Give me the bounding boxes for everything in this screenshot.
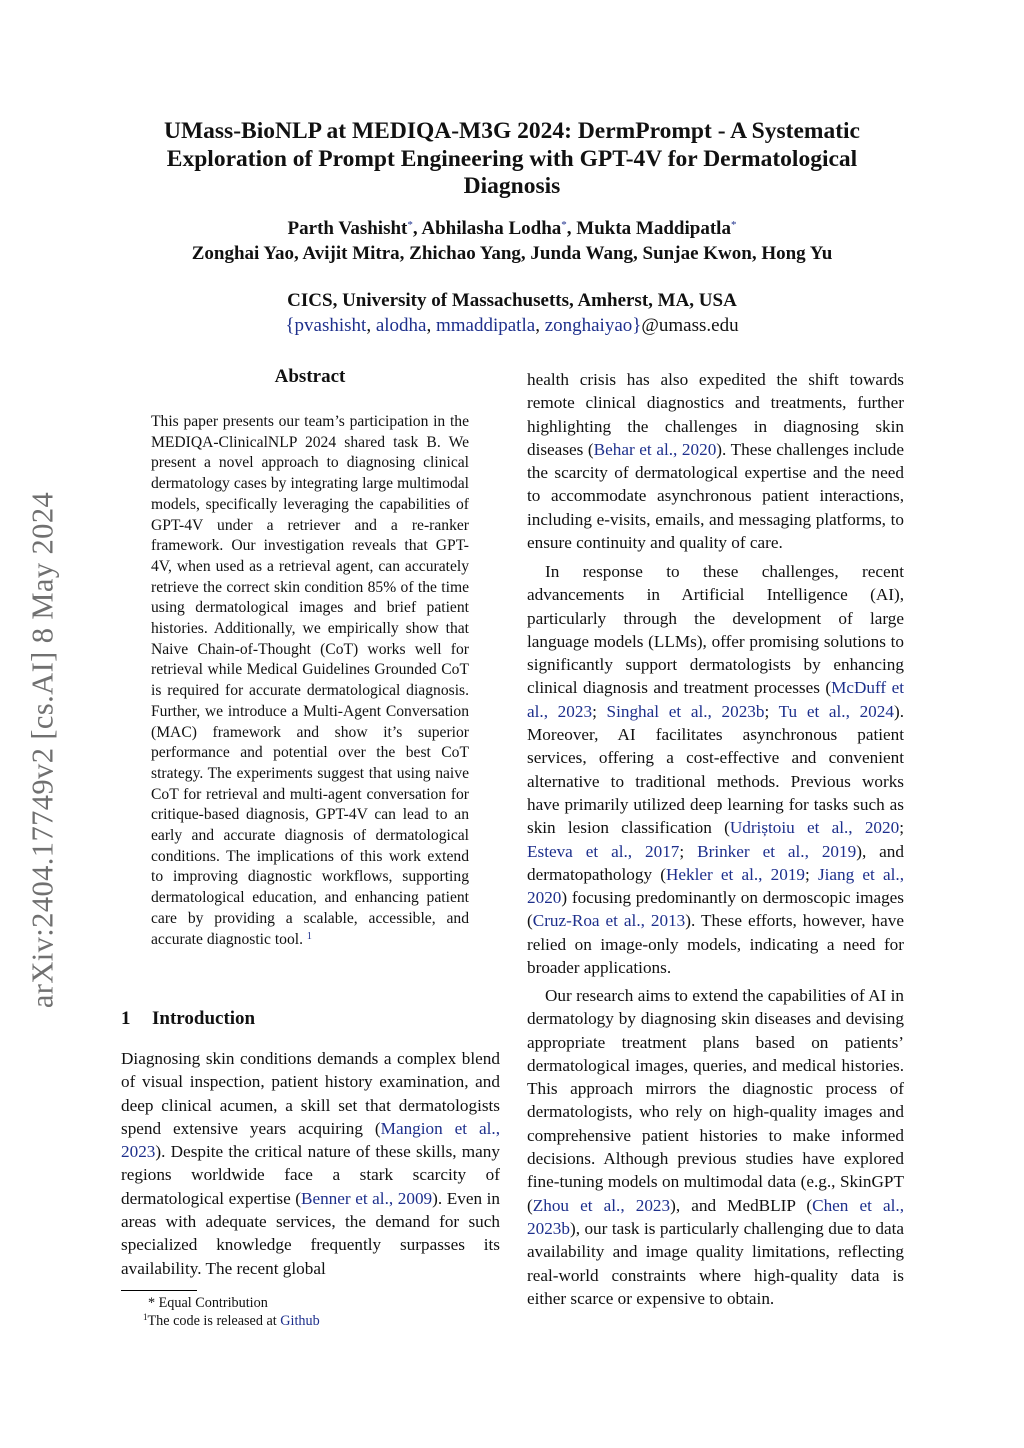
email-user-link[interactable]: zonghaiyao — [544, 315, 633, 336]
institution: CICS, University of Massachusetts, Amherst, MA, USA — [287, 290, 737, 311]
email-domain: @umass.edu — [641, 315, 739, 336]
abstract-heading: Abstract — [274, 366, 346, 387]
body-text: Our research aims to extend the capabilities of AI in dermatology by diagnosing skin diseases and devising appropriate treatment plans based on patients’ dermatological images, queries, and medical histories. This approach mirrors the diagnostic process of dermatologists, who rely on high-quality images and comprehensive patient histories to make informed decisions. Although previous studies have explored fine-tuning models on multimodal data (e.g., SkinGPT ( — [527, 986, 904, 1215]
citation-link[interactable]: Mangion et al., 2023 — [121, 1118, 500, 1162]
citation-link[interactable]: Cruz-Roa et al., 2013 — [532, 911, 686, 931]
abstract-text — [151, 412, 469, 950]
paper-title: UMass-BioNLP at MEDIQA-M3G 2024: DermPrompt - A Systematic Exploration of Prompt Engineering with GPT-4V for Dermatological Diagnosis — [164, 118, 860, 199]
body-text: ) focusing predominantly on dermoscopic images ( — [527, 888, 904, 931]
intro-paragraph-2 — [527, 560, 904, 979]
footnote-text: The code is released at — [147, 1313, 281, 1329]
section-number: 1 — [121, 1008, 131, 1029]
citation-separator: ; — [805, 864, 818, 884]
citation-link[interactable]: Benner et al., 2009 — [301, 1188, 433, 1208]
citation-separator: ; — [679, 841, 698, 861]
citation-link[interactable]: Singhal et al., 2023b — [606, 701, 765, 721]
body-text: ). These challenges include the scarcity of dermatological expertise and the need to accommodate asynchronous patient interactions, including e-visits, emails, and messaging platforms, to ensure continuity and quality of care. — [527, 439, 904, 553]
email-line: {pvashisht, alodha, mmaddipatla, zonghaiyao}@umass.edu — [285, 315, 739, 336]
arxiv-identifier — [18, 460, 68, 1040]
email-brace-close: } — [632, 315, 642, 336]
body-text: ). These efforts, however, have relied on image-only models, indicating a need for broader applications. — [527, 911, 904, 978]
arxiv-id-text: arXiv:2404.17749v2 [cs.AI] 8 May 2024 — [25, 491, 60, 1009]
author-line-1: Parth Vashisht*, Abhilasha Lodha*, Mukta Maddipatla* — [287, 218, 737, 239]
body-text: In response to these challenges, recent advancements in Artificial Intelligence (AI), particularly through the development of large language models (LLMs), offer promising solutions to significantly support dermatologists by enhancing clinical diagnosis and treatment processes ( — [527, 562, 904, 698]
footnote-ref[interactable]: 1 — [306, 930, 312, 942]
intro-paragraph-3 — [527, 984, 904, 1310]
email-brace-open: { — [285, 315, 295, 336]
author-2: Abhilasha Lodha — [421, 218, 562, 239]
affiliation-block — [110, 288, 914, 338]
footnote-mark: * — [148, 1295, 156, 1311]
section-heading-introduction — [121, 1008, 255, 1030]
author-1: Parth Vashisht — [287, 218, 408, 239]
citation-separator: ; — [764, 701, 779, 721]
section-title: Introduction — [152, 1008, 256, 1029]
citation-link[interactable]: Esteva et al., 2017 — [527, 841, 680, 861]
footnote-code — [121, 1312, 501, 1331]
email-user-link[interactable]: mmaddipatla — [435, 315, 536, 336]
footnote-divider — [121, 1290, 197, 1291]
citation-link[interactable]: Brinker et al., 2019 — [697, 841, 857, 861]
github-link[interactable]: Github — [280, 1313, 320, 1329]
author-list — [110, 216, 914, 266]
body-text: ), and dermatopathology ( — [527, 841, 904, 884]
citation-link[interactable]: Zhou et al., 2023 — [532, 1195, 671, 1215]
footnote-mark: 1 — [143, 1312, 148, 1322]
equal-contribution-mark[interactable]: * — [407, 219, 413, 231]
author-3: Mukta Maddipatla — [576, 218, 731, 239]
equal-contribution-mark[interactable]: * — [730, 219, 737, 231]
body-text: ). Despite the critical nature of these skills, many regions worldwide face a stark scarcity of dermatological expertise ( — [121, 1142, 500, 1208]
body-text: Diagnosing skin conditions demands a complex blend of visual inspection, patient history examination, and deep clinical acumen, a skill set that dermatologists spend extensive years acquiring ( — [121, 1049, 500, 1138]
email-user-link[interactable]: alodha — [375, 315, 427, 336]
citation-separator: ; — [899, 818, 904, 838]
citation-link[interactable]: Jiang et al., 2020 — [527, 864, 904, 908]
body-text: health crisis has also expedited the shift towards remote clinical diagnostics and treatments, further highlighting the challenges in diagnosing skin diseases ( — [527, 370, 904, 459]
footnote-text: Equal Contribution — [158, 1295, 268, 1311]
body-text: ). Even in areas with adequate services, the demand for such specialized knowledge frequently surpasses its availability. The recent global — [121, 1188, 500, 1278]
citation-separator: ; — [592, 701, 607, 721]
citation-link[interactable]: Tu et al., 2024 — [778, 701, 894, 721]
citation-link[interactable]: McDuff et al., 2023 — [527, 678, 904, 721]
body-text: ), and MedBLIP ( — [670, 1195, 813, 1215]
citation-link[interactable]: Behar et al., 2020 — [593, 439, 717, 459]
intro-paragraph-1 — [121, 1047, 500, 1280]
author-line-2: Zonghai Yao, Avijit Mitra, Zhichao Yang, Junda Wang, Sunjae Kwon, Hong Yu — [191, 243, 833, 264]
body-text: ), our task is particularly challenging due to data availability and image quality limitations, reflecting real-world constraints where high-quality data is either scarce or expensive to obtain. — [527, 1218, 904, 1308]
citation-link[interactable]: Udriștoiu et al., 2020 — [729, 818, 900, 838]
citation-link[interactable]: Chen et al., 2023b — [527, 1195, 905, 1238]
body-text: ). Moreover, AI facilitates asynchronous patient services, offering a cost-effective and convenient alternative to traditional methods. Previous works have primarily utilized deep learning for tasks such as skin lesion classification ( — [527, 701, 904, 838]
citation-link[interactable]: Hekler et al., 2019 — [665, 864, 806, 884]
email-user-link[interactable]: pvashisht — [294, 315, 367, 336]
abstract-body: This paper presents our team’s participation in the MEDIQA-ClinicalNLP 2024 shared task B. We present a novel approach to diagnosing clinical dermatology cases by integrating large multimodal models, specifically leveraging the capabilities of GPT-4V under a retriever and a re-ranker framework. Our investigation reveals that GPT-4V, when used as a retrieval agent, can accurately retrieve the correct skin condition 85% of the time using dermatological images and brief patient histories. Additionally, we empirically show that Naive Chain-of-Thought (CoT) works well for retrieval while Medical Guidelines Grounded CoT is required for accurate dermatological diagnosis. Further, we introduce a Multi-Agent Conversation (MAC) framework and show it’s superior performance and potential over the best CoT strategy. The experiments suggest that using naive CoT for retrieval and multi-agent conversation for critique-based diagnosis, GPT-4V can lead to an early and accurate diagnosis of dermatological conditions. The implications of this work extend to improving diagnostic workflows, supporting dermatological education, and enhancing patient care by providing a scalable, accessible, and accurate diagnostic tool. — [151, 413, 469, 948]
footnote-equal-contribution — [121, 1294, 501, 1313]
equal-contribution-mark[interactable]: * — [561, 219, 567, 231]
intro-paragraph-1-continued — [527, 368, 904, 554]
